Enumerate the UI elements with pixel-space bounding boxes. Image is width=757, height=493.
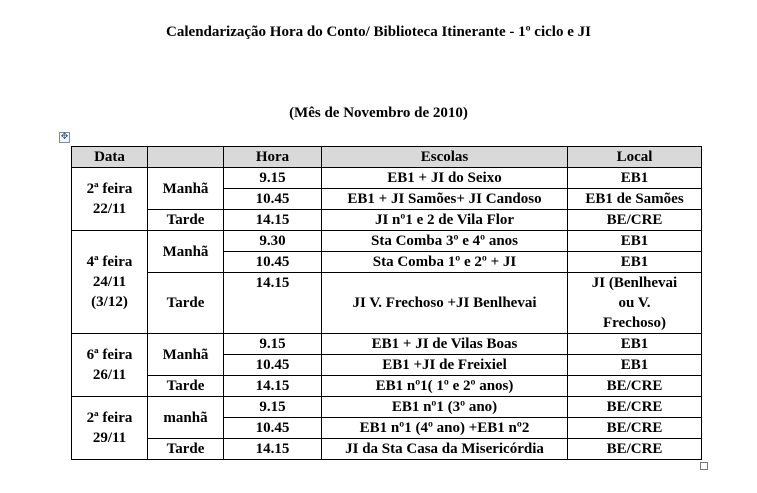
hour-cell: 10.45 bbox=[224, 252, 322, 273]
school-cell: EB1 nº1 (4º ano) +EB1 nº2 bbox=[322, 418, 568, 439]
date-cell: 6ª feira 26/11 bbox=[72, 334, 148, 397]
document-title: Calendarização Hora do Conto/ Biblioteca Itinerante - 1º ciclo e JI bbox=[166, 24, 591, 40]
table-row bbox=[72, 231, 702, 252]
local-cell: EB1 bbox=[568, 355, 702, 376]
table-row bbox=[72, 210, 702, 231]
school-cell: JI da Sta Casa da Misericórdia bbox=[322, 439, 568, 460]
table-row bbox=[72, 168, 702, 189]
header-local: Local bbox=[568, 147, 702, 168]
header-date: Data bbox=[72, 147, 148, 168]
hour-cell: 10.45 bbox=[224, 189, 322, 210]
hour-cell: 14.15 bbox=[224, 376, 322, 397]
school-cell: JI V. Frechoso +JI Benlhevai bbox=[322, 273, 568, 334]
header-hour: Hora bbox=[224, 147, 322, 168]
school-cell: JI nº1 e 2 de Vila Flor bbox=[322, 210, 568, 231]
table-row bbox=[72, 334, 702, 355]
date-cell: 4ª feira 24/11 (3/12) bbox=[72, 231, 148, 334]
table-header-row bbox=[72, 147, 702, 168]
hour-cell: 9.15 bbox=[224, 397, 322, 418]
school-cell: EB1 nº1 (3º ano) bbox=[322, 397, 568, 418]
period-cell: Tarde bbox=[148, 439, 224, 460]
period-cell: manhã bbox=[148, 397, 224, 439]
period-cell: Tarde bbox=[148, 376, 224, 397]
period-cell: Tarde bbox=[148, 273, 224, 334]
hour-cell: 10.45 bbox=[224, 355, 322, 376]
period-cell: Manhã bbox=[148, 334, 224, 376]
hour-cell: 14.15 bbox=[224, 439, 322, 460]
hour-cell: 9.15 bbox=[224, 334, 322, 355]
hour-cell: 10.45 bbox=[224, 418, 322, 439]
date-cell: 2ª feira 22/11 bbox=[72, 168, 148, 231]
hour-cell: 9.30 bbox=[224, 231, 322, 252]
hour-cell: 14.15 bbox=[224, 273, 322, 334]
school-cell: EB1 nº1( 1º e 2º anos) bbox=[322, 376, 568, 397]
school-cell: EB1 + JI do Seixo bbox=[322, 168, 568, 189]
school-cell: EB1 + JI de Vilas Boas bbox=[322, 334, 568, 355]
table-row bbox=[72, 397, 702, 418]
hour-cell: 14.15 bbox=[224, 210, 322, 231]
header-schools: Escolas bbox=[322, 147, 568, 168]
period-cell: Tarde bbox=[148, 210, 224, 231]
local-cell: EB1 bbox=[568, 168, 702, 189]
hour-cell: 9.15 bbox=[224, 168, 322, 189]
document-subtitle: (Mês de Novembro de 2010) bbox=[289, 105, 468, 121]
period-cell: Manhã bbox=[148, 168, 224, 210]
local-cell: EB1 bbox=[568, 252, 702, 273]
school-cell: Sta Comba 1º e 2º + JI bbox=[322, 252, 568, 273]
school-cell: Sta Comba 3º e 4º anos bbox=[322, 231, 568, 252]
local-cell: BE/CRE bbox=[568, 376, 702, 397]
table-row bbox=[72, 439, 702, 460]
school-cell: EB1 +JI de Freixiel bbox=[322, 355, 568, 376]
local-cell: BE/CRE bbox=[568, 439, 702, 460]
period-cell: Manhã bbox=[148, 231, 224, 273]
local-cell: BE/CRE bbox=[568, 210, 702, 231]
local-cell: EB1 de Samões bbox=[568, 189, 702, 210]
table-row bbox=[72, 376, 702, 397]
local-cell: EB1 bbox=[568, 334, 702, 355]
school-cell: EB1 + JI Samões+ JI Candoso bbox=[322, 189, 568, 210]
date-cell: 2ª feira 29/11 bbox=[72, 397, 148, 460]
local-cell: BE/CRE bbox=[568, 397, 702, 418]
local-cell: JI (Benlhevai ou V. Frechoso) bbox=[568, 273, 702, 334]
table-move-handle-icon[interactable]: ✥ bbox=[60, 132, 69, 142]
table-row bbox=[72, 273, 702, 334]
local-cell: BE/CRE bbox=[568, 418, 702, 439]
header-period bbox=[148, 147, 224, 168]
table-resize-handle[interactable] bbox=[700, 462, 708, 470]
local-cell: EB1 bbox=[568, 231, 702, 252]
schedule-table bbox=[71, 146, 702, 460]
